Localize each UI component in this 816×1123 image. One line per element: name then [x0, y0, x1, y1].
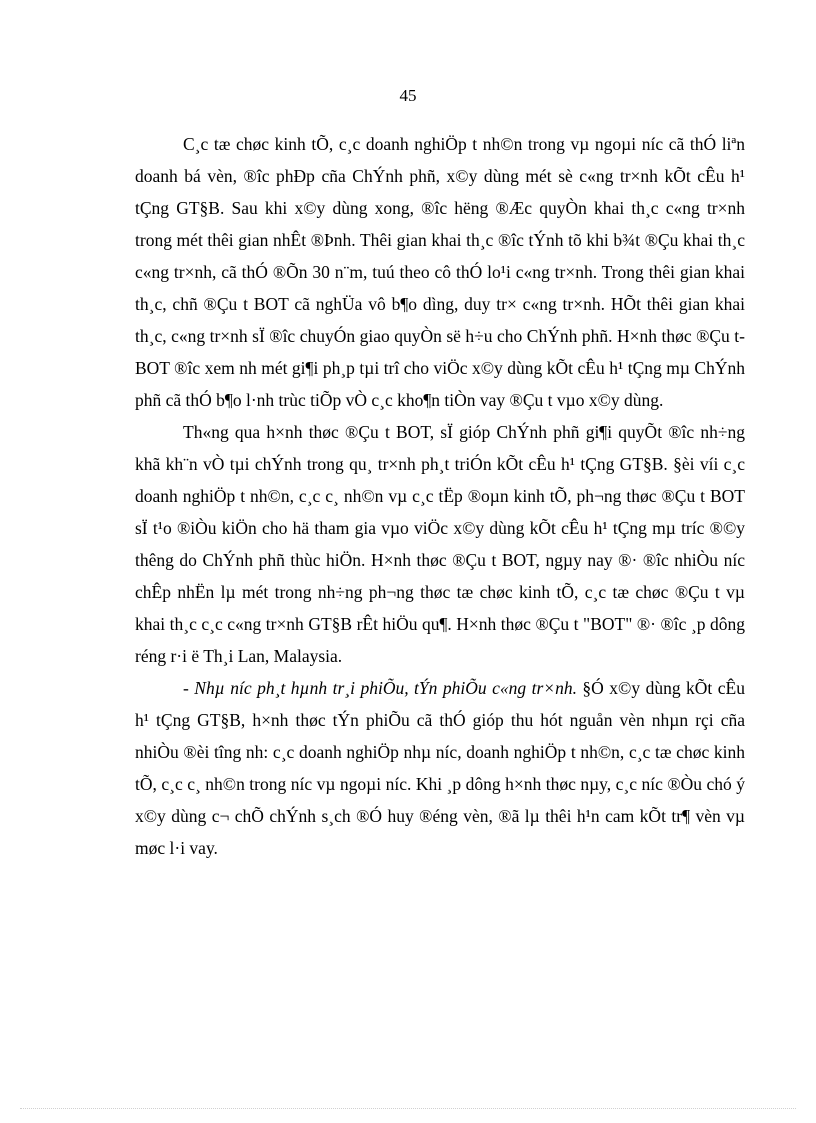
paragraph-3-text: §Ó x©y dùng kÕt cÊu h¹ tÇng GT§B, h×nh thøc tÝn phiÕu cã thÓ gióp thu hót nguån vèn nhµn rçi cña nhiÒu ®èi tîng nh: c¸c doanh nghiÖp nhµ níc, doanh nghiÖp t nh©n, c¸c tæ chøc kinh tÕ, c¸c c¸ nh©n trong níc vµ ngoµi níc. Khi ¸p dông h×nh thøc nµy, c¸c níc ®Òu chó ý x©y dùng c¬ chÕ chÝnh s¸ch ®Ó huy ®éng vèn, ®ã lµ thêi h¹n cam kÕt tr¶ vèn vµ møc l·i vay.	[135, 678, 745, 858]
paragraph-1: C¸c tæ chøc kinh tÕ, c¸c doanh nghiÖp t nh©n trong vµ ngoµi níc cã thÓ liªn doanh bá vèn, ®îc phÐp cña ChÝnh phñ, x©y dùng mét sè c«ng tr×nh kÕt cÊu h¹ tÇng GT§B. Sau khi x©y dùng xong, ®îc hëng ®Æc quyÒn khai th¸c c«ng tr×nh trong mét thêi gian nhÊt ®Þnh. Thêi gian khai th¸c ®îc tÝnh tõ khi b¾t ®Çu khai th¸c c«ng tr×nh, cã thÓ ®Õn 30 n¨m, tuú theo cô thÓ lo¹i c«ng tr×nh. Trong thêi gian khai th¸c, chñ ®Çu t BOT cã nghÜa vô b¶o dìng, duy tr× c«ng tr×nh. HÕt thêi gian khai th¸c, c«ng tr×nh sÏ ®îc chuyÓn giao quyÒn së h÷u cho ChÝnh phñ. H×nh thøc ®Çu t BOT ®îc xem nh mét gi¶i ph¸p tµi trî cho viÖc x©y dùng kÕt cÊu h¹ tÇng mµ ChÝnh phñ cã thÓ b¶o l·nh trùc tiÕp vÒ c¸c kho¶n tiÒn vay ®Çu t vµo x©y dùng.	[135, 134, 745, 410]
footer-divider	[20, 1108, 796, 1109]
paragraph-2: Th«ng qua h×nh thøc ®Çu t BOT, sÏ gióp ChÝnh phñ gi¶i quyÕt ®îc nh÷ng khã kh¨n vÒ tµi chÝnh trong qu¸ tr×nh ph¸t triÓn kÕt cÊu h¹ tÇng GT§B. §èi víi c¸c doanh nghiÖp t nh©n, c¸c c¸ nh©n vµ c¸c tËp ®oµn kinh tÕ, ph¬ng thøc ®Çu t BOT sÏ t¹o ®iÒu kiÖn cho hä tham gia vµo viÖc x©y dùng kÕt cÊu h¹ tÇng mµ tríc ®©y thêng do ChÝnh phñ thùc hiÖn. H×nh thøc ®Çu t BOT, ngµy nay ®· ®îc nhiÒu níc chÊp nhËn lµ mét trong nh÷ng ph¬ng thøc tæ chøc kinh tÕ, c¸c tæ chøc ®Çu t vµ khai th¸c c¸c c«ng tr×nh GT§B rÊt hiÖu qu¶. H×nh thøc ®Çu t "BOT" ®· ®îc ¸p dông réng r·i ë Th¸i Lan, Malaysia.	[135, 422, 745, 666]
paragraph-3	[135, 672, 745, 864]
document-body	[135, 128, 745, 864]
page-number: 45	[399, 86, 417, 105]
italic-heading: - Nhµ níc ph¸t hµnh tr¸i phiÕu, tÝn phiÕu c«ng tr×nh.	[183, 678, 577, 698]
